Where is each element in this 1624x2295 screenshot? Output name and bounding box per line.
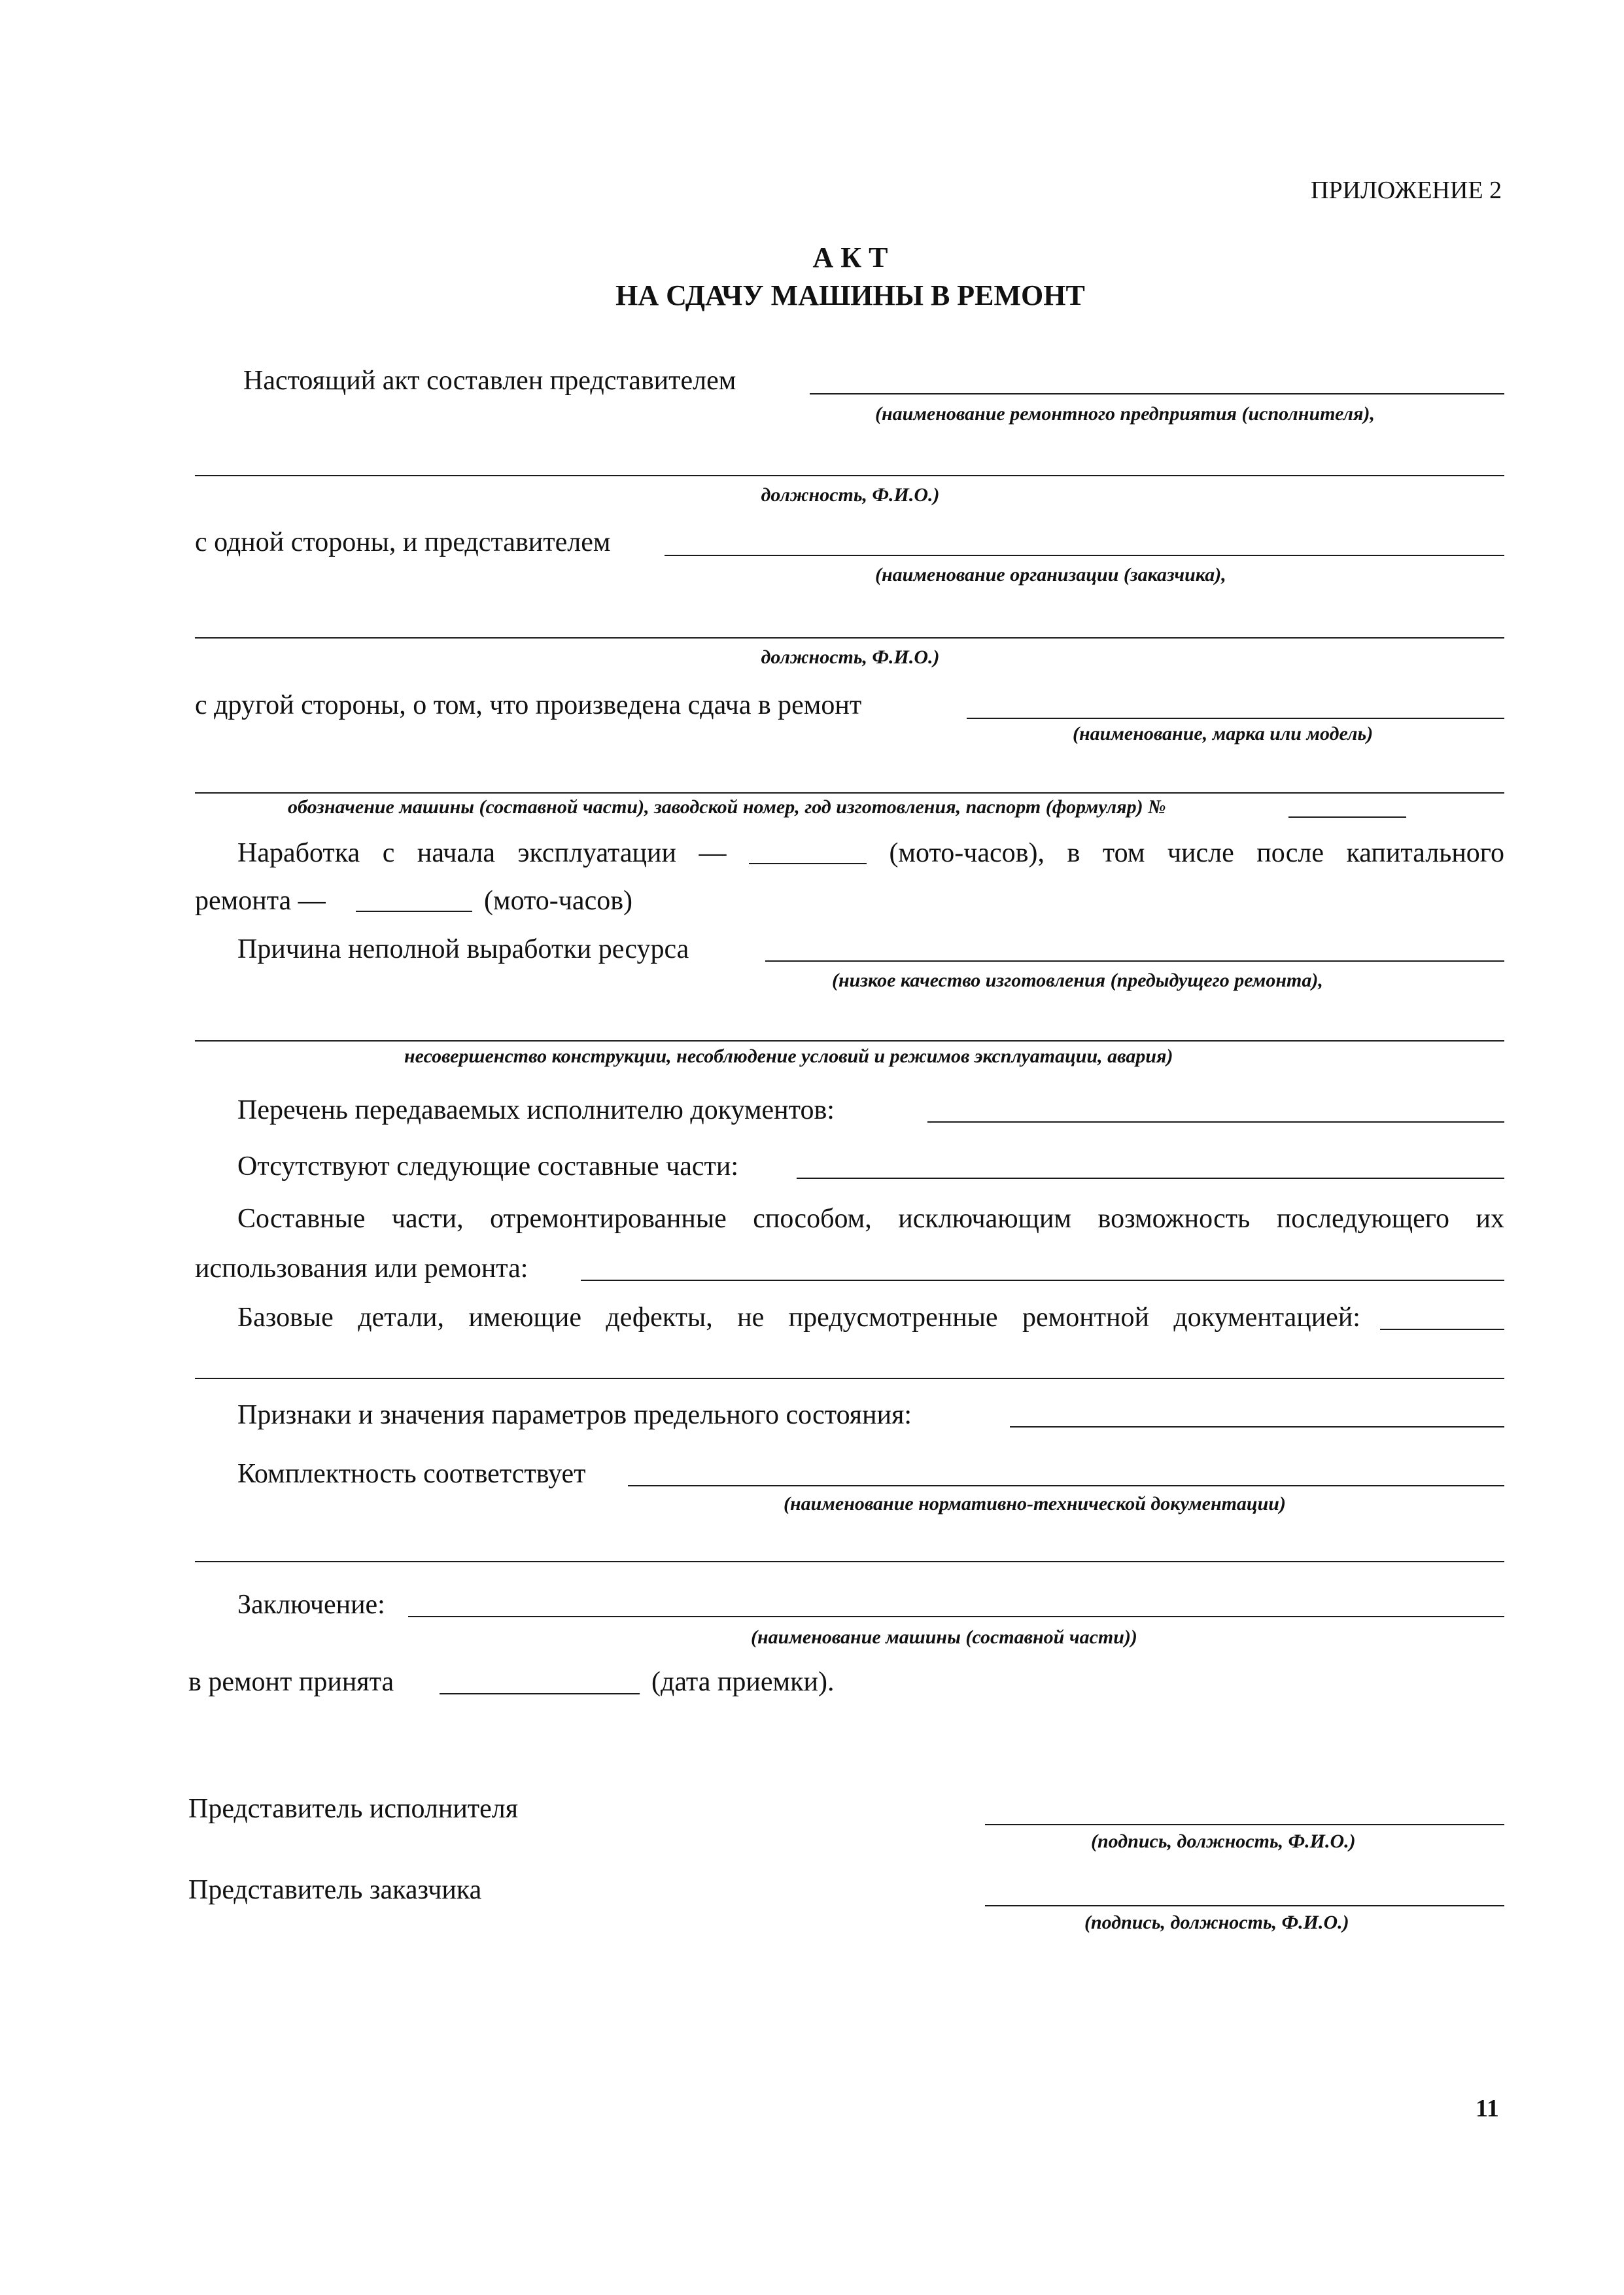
rp-word: Составные xyxy=(237,1204,366,1234)
customer-signature-label: Представитель заказчика xyxy=(188,1875,482,1905)
op-word: эксплуатации xyxy=(517,838,676,868)
bp-word: ремонтной xyxy=(1022,1303,1149,1333)
machine-hint-2: обозначение машины (составной части), заводской номер, год изготовления, паспорт (формуляр) № xyxy=(288,796,1166,818)
executor-signature-label: Представитель исполнителя xyxy=(188,1794,519,1824)
executor-field[interactable] xyxy=(810,393,1504,394)
conclusion-label: Заключение: xyxy=(237,1590,385,1620)
completeness-field-2[interactable] xyxy=(195,1561,1504,1562)
customer-hint: (наименование организации (заказчика), xyxy=(875,564,1226,586)
op-line2-end: (мото-часов) xyxy=(484,886,633,916)
op-line2-start: ремонта — xyxy=(195,886,326,916)
executor-signature-field[interactable] xyxy=(985,1824,1504,1825)
operating-total-field[interactable] xyxy=(749,839,867,864)
doc-title-subject: НА СДАЧУ МАШИНЫ В РЕМОНТ xyxy=(615,279,1085,311)
rp-word: отремонтированные xyxy=(490,1204,727,1234)
op-word: (мото-часов), xyxy=(889,838,1045,868)
page-number: 11 xyxy=(1476,2095,1499,2122)
completeness-field[interactable] xyxy=(628,1485,1504,1486)
rp-word: последующего xyxy=(1276,1204,1449,1234)
op-word: — xyxy=(699,838,727,868)
executor-signature-hint: (подпись, должность, Ф.И.О.) xyxy=(1091,1831,1356,1852)
op-word: начала xyxy=(417,838,496,868)
rp-word: исключающим xyxy=(898,1204,1072,1234)
bp-word: не xyxy=(737,1303,765,1333)
customer-signature-hint: (подпись, должность, Ф.И.О.) xyxy=(1084,1912,1349,1933)
customer-label: с одной стороны, и представителем xyxy=(195,527,611,557)
customer-field-2[interactable] xyxy=(195,637,1504,639)
reason-hint: (низкое качество изготовления (предыдущего ремонта), xyxy=(832,970,1323,991)
reason-label: Причина неполной выработки ресурса xyxy=(237,934,689,964)
rp-word: части, xyxy=(391,1204,464,1234)
completeness-label: Комплектность соответствует xyxy=(237,1459,586,1489)
limit-state-label: Признаки и значения параметров предельного состояния: xyxy=(237,1400,912,1430)
op-word: том xyxy=(1102,838,1145,868)
rp-word: их xyxy=(1476,1204,1504,1234)
executor-label: Настоящий акт составлен представителем xyxy=(243,366,736,396)
base-parts-field-2[interactable] xyxy=(195,1378,1504,1379)
passport-number-field[interactable] xyxy=(1288,816,1406,818)
op-word: после xyxy=(1256,838,1324,868)
executor-hint-2: должность, Ф.И.О.) xyxy=(761,484,940,506)
machine-hint: (наименование, марка или модель) xyxy=(1073,723,1373,745)
op-word: Наработка xyxy=(237,838,360,868)
machine-label: с другой стороны, о том, что произведена сдача в ремонт xyxy=(195,690,862,720)
limit-state-field[interactable] xyxy=(1010,1426,1504,1428)
machine-field[interactable] xyxy=(967,718,1504,719)
base-parts-field[interactable] xyxy=(1380,1329,1504,1330)
repaired-parts-field[interactable] xyxy=(581,1280,1504,1281)
customer-hint-2: должность, Ф.И.О.) xyxy=(761,646,940,668)
reason-field-2[interactable] xyxy=(195,1040,1504,1042)
conclusion-hint: (наименование машины (составной части)) xyxy=(751,1626,1137,1648)
bp-word: дефекты, xyxy=(606,1303,713,1333)
op-word: капитального xyxy=(1346,838,1504,868)
bp-word: имеющие xyxy=(468,1303,581,1333)
op-word: числе xyxy=(1167,838,1234,868)
repaired-parts-line2: использования или ремонта: xyxy=(195,1253,528,1284)
accepted-prefix: в ремонт принята xyxy=(188,1667,394,1697)
accepted-suffix: (дата приемки). xyxy=(651,1667,835,1697)
operating-after-repair-field[interactable] xyxy=(356,911,472,912)
missing-parts-label: Отсутствуют следующие составные части: xyxy=(237,1151,739,1182)
base-parts-row xyxy=(237,1304,1360,1331)
missing-parts-field[interactable] xyxy=(797,1178,1504,1179)
bp-word: Базовые xyxy=(237,1303,334,1333)
customer-field[interactable] xyxy=(665,555,1504,556)
doc-title-act: А К Т xyxy=(812,241,888,273)
completeness-hint: (наименование нормативно-технической документации) xyxy=(784,1493,1286,1515)
machine-field-2[interactable] xyxy=(195,792,1504,794)
executor-field-2[interactable] xyxy=(195,475,1504,476)
conclusion-field[interactable] xyxy=(408,1616,1504,1617)
acceptance-date-field[interactable] xyxy=(440,1693,640,1694)
operating-time-row xyxy=(237,839,1504,867)
documents-label: Перечень передаваемых исполнителю документов: xyxy=(237,1095,835,1125)
bp-word: детали, xyxy=(358,1303,445,1333)
reason-hint-2: несовершенство конструкции, несоблюдение условий и режимов эксплуатации, авария) xyxy=(404,1045,1173,1067)
bp-word: предусмотренные xyxy=(788,1303,998,1333)
executor-hint: (наименование ремонтного предприятия (исполнителя), xyxy=(875,403,1375,425)
rp-word: способом, xyxy=(753,1204,872,1234)
reason-field[interactable] xyxy=(765,960,1504,962)
repaired-parts-row xyxy=(237,1205,1504,1233)
op-word: с xyxy=(382,838,395,868)
customer-signature-field[interactable] xyxy=(985,1905,1504,1906)
bp-word: документацией: xyxy=(1173,1303,1360,1333)
documents-field[interactable] xyxy=(927,1121,1504,1123)
op-word: в xyxy=(1067,838,1080,868)
rp-word: возможность xyxy=(1097,1204,1251,1234)
appendix-label: ПРИЛОЖЕНИЕ 2 xyxy=(1311,177,1502,204)
